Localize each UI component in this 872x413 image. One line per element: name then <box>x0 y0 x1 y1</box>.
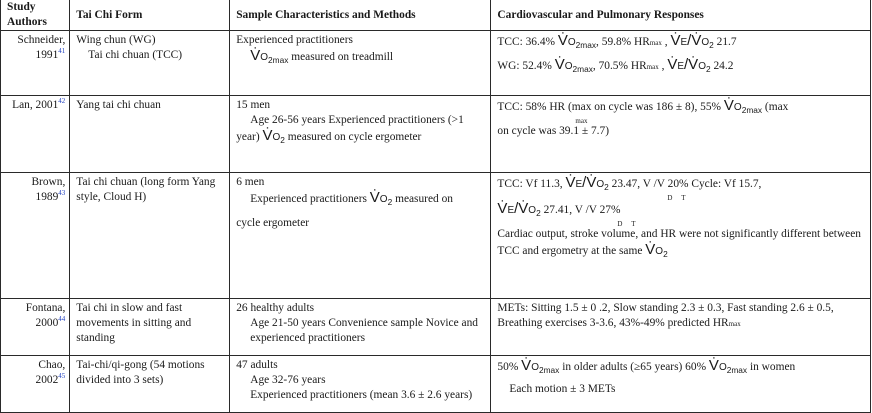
sample-cell <box>230 299 491 356</box>
author-name: Lan, 2001 <box>12 99 59 111</box>
response-line: WG: 52.4% $V̇O_{2max}$, 70.5% HRmax , $V̇E/V̇O_2$ 24.2 <box>497 56 734 74</box>
vo2-symbol: $V̇O_2$ <box>645 241 668 259</box>
reference-link[interactable]: 43 <box>58 189 66 197</box>
sample-cell <box>230 96 491 173</box>
response-line: METs: Sitting 1.5 ± 0 .2, Slow standing 2.3 ± 0.3, Fast standing 2.6 ± 0.5, Breathing exercises 3-3.6, 43%-49% predicted HRmax <box>497 302 834 329</box>
response-line: on cycle was 39.1 ± 7.7) <box>497 125 610 137</box>
subscript-note: D T <box>667 194 686 202</box>
form-line: Wing chun (WG) <box>76 34 156 46</box>
header-row <box>1 0 871 31</box>
sample-line: 6 men <box>236 176 265 188</box>
sample-line: 47 adults <box>236 359 278 371</box>
sample-cell <box>230 356 491 413</box>
vo2max-symbol: $V̇O_{2max}$ <box>557 32 597 50</box>
sample-line: Age 26-56 years Experienced practitioners (>1 <box>250 114 464 126</box>
sample-line: cycle ergometer <box>236 217 310 229</box>
vo2-symbol: $V̇O_2$ <box>262 127 285 145</box>
table-row <box>1 356 871 413</box>
author-name: Brown, 1989 <box>31 176 66 203</box>
table-row <box>1 31 871 96</box>
author-cell <box>1 299 70 356</box>
response-line: Each motion ± 3 METs <box>509 383 616 395</box>
responses-cell <box>491 173 871 299</box>
form-line: Tai chi in slow and fast movements in sitting and standing <box>76 302 192 344</box>
sample-line: year) $V̇O_2$ measured on cycle ergometer <box>236 127 422 145</box>
ve-vo2-symbol: $V̇E/V̇O_2$ <box>565 174 609 192</box>
table-row <box>1 173 871 299</box>
vo2-symbol: $V̇O_2$ <box>369 189 393 207</box>
response-line: $V̇E/V̇O_2$ 27.41, V /V 27% <box>497 200 621 218</box>
responses-cell <box>491 96 871 173</box>
response-line: TCC: Vf 11.3, $V̇E/V̇O_2$ 23.47, V /V 20% Cycle: Vf 15.7, <box>497 174 762 192</box>
response-line: 50% $V̇O_{2max}$ in older adults (≥65 years) 60% $V̇O_{2max}$ in women <box>497 357 796 375</box>
author-name: Schneider, 1991 <box>17 34 66 61</box>
vo2max-symbol: $V̇O_{2max}$ <box>521 357 560 375</box>
ve-vo2-symbol: $V̇E/V̇O_2$ <box>667 56 711 74</box>
form-cell <box>70 356 230 413</box>
form-cell <box>70 173 230 299</box>
sample-line: $V̇O_{2max}$ measured on treadmill <box>250 47 394 65</box>
reference-link[interactable]: 42 <box>58 97 66 105</box>
reference-link[interactable]: 45 <box>58 372 66 380</box>
sample-line: Age 32-76 years <box>250 374 326 386</box>
form-cell <box>70 31 230 96</box>
author-name: Fontana, 2000 <box>25 302 66 329</box>
response-line: TCC: 58% HR (max on cycle was 186 ± 8), 55% $V̇O_{2max}$ (max <box>497 97 789 115</box>
author-cell <box>1 173 70 299</box>
vo2max-symbol: $V̇O_{2max}$ <box>708 357 748 375</box>
sample-line: Age 21-50 years Convenience sample Novice and experienced practitioners <box>250 317 478 344</box>
vo2max-symbol: $V̇O_{2max}$ <box>554 56 593 74</box>
responses-cell <box>491 299 871 356</box>
responses-cell <box>491 31 871 96</box>
sample-line: Experienced practitioners (mean 3.6 ± 2.6 years) <box>250 389 473 401</box>
form-line: Tai chi chuan (TCC) <box>88 49 183 61</box>
ve-vo2-symbol: $V̇E/V̇O_2$ <box>497 200 541 218</box>
response-line: Cardiac output, stroke volume, and HR were not significantly different between TCC and ergometry at the same $V̇O_2$ <box>497 228 861 259</box>
form-line: Tai chi chuan (long form Yang style, Cloud H) <box>76 176 216 203</box>
sample-line: Experienced practitioners <box>236 34 353 46</box>
subscript-note: max <box>575 117 588 125</box>
reference-link[interactable]: 41 <box>58 47 66 55</box>
form-line: Tai-chi/qi-gong (54 motions divided into 3 sets) <box>76 359 205 386</box>
author-name: Chao, 2002 <box>35 359 66 386</box>
sample-line: 15 men <box>236 99 271 111</box>
vo2max-symbol: $V̇O_{2max}$ <box>723 97 763 115</box>
author-cell <box>1 31 70 96</box>
header-study-authors: Study Authors <box>1 0 70 31</box>
form-line: Yang tai chi chuan <box>76 99 161 111</box>
vo2max-symbol: $V̇O_{2max}$ <box>250 47 289 65</box>
sample-line: 26 healthy adults <box>236 302 315 314</box>
header-responses: Cardiovascular and Pulmonary Responses <box>491 0 871 31</box>
table-row <box>1 299 871 356</box>
form-cell <box>70 96 230 173</box>
responses-cell <box>491 356 871 413</box>
sample-line: Experienced practitioners $V̇O_2$ measured on <box>250 189 453 207</box>
subscript-note: D T <box>617 220 636 228</box>
author-cell <box>1 96 70 173</box>
response-line: TCC: 36.4% $V̇O_{2max}$, 59.8% HRmax , $V̇E/V̇O_2$ 21.7 <box>497 32 737 50</box>
reference-link[interactable]: 44 <box>58 315 66 323</box>
table-row <box>1 96 871 173</box>
header-tai-chi-form: Tai Chi Form <box>70 0 230 31</box>
header-sample: Sample Characteristics and Methods <box>230 0 491 31</box>
sample-cell <box>230 31 491 96</box>
form-cell <box>70 299 230 356</box>
sample-cell <box>230 173 491 299</box>
ve-vo2-symbol: $V̇E/V̇O_2$ <box>670 32 714 50</box>
author-cell <box>1 356 70 413</box>
